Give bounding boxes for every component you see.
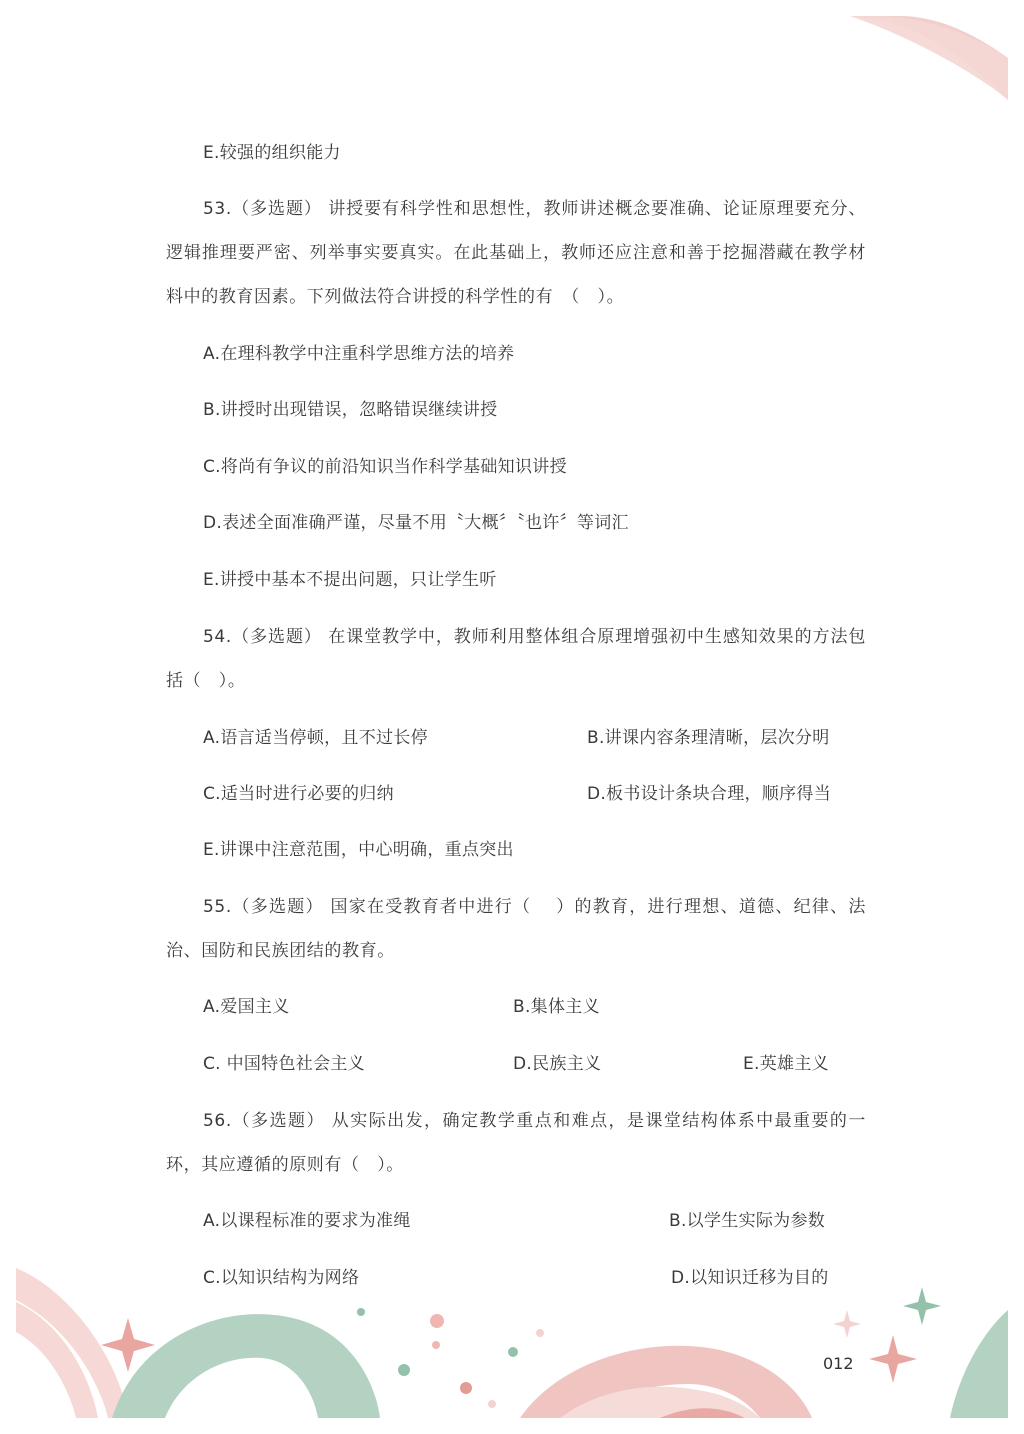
q55-option-c: C. 中国特色社会主义 bbox=[203, 1054, 365, 1074]
q54-option-c: C.适当时进行必要的归纳 bbox=[203, 784, 394, 804]
page-number: 012 bbox=[823, 1354, 854, 1373]
q55-option-e: E.英雄主义 bbox=[743, 1054, 829, 1074]
q53-option-a: A.在理科教学中注重科学思维方法的培养 bbox=[203, 344, 515, 364]
q52-option-e: E.较强的组织能力 bbox=[203, 143, 341, 163]
q55-option-b: B.集体主义 bbox=[513, 997, 600, 1017]
q53-stem: 53.（多选题） 讲授要有科学性和思想性，教师讲述概念要准确、论证原理要充分、逻辑推理要严密、列举事实要真实。在此基础上，教师还应注意和善于挖掘潜藏在教学材料中的教育因素。下列做法符合讲授的科学性的有 （ ）。 bbox=[166, 199, 866, 307]
top-right-arc-decoration bbox=[850, 16, 1008, 100]
q56-option-c: C.以知识结构为网络 bbox=[203, 1268, 360, 1288]
q56-stem: 56.（多选题） 从实际出发，确定教学重点和难点，是课堂结构体系中最重要的一环，其应遵循的原则有（ ）。 bbox=[166, 1111, 866, 1175]
bottom-right-shape-decoration bbox=[950, 1310, 1008, 1418]
q53-option-c: C.将尚有争议的前沿知识当作科学基础知识讲授 bbox=[203, 457, 567, 477]
q53-option-b: B.讲授时出现错误，忽略错误继续讲授 bbox=[203, 400, 498, 420]
q56-option-a: A.以课程标准的要求为准绳 bbox=[203, 1211, 411, 1231]
q53-option-d: D.表述全面准确严谨，尽量不用〝大概〞〝也许〞等词汇 bbox=[203, 513, 629, 533]
q55-option-d: D.民族主义 bbox=[513, 1054, 602, 1074]
q56-option-d: D.以知识迁移为目的 bbox=[671, 1268, 829, 1288]
green-arch-decoration bbox=[112, 1314, 380, 1418]
dot-decorations bbox=[357, 1308, 544, 1408]
q54-stem: 54.（多选题） 在课堂教学中，教师利用整体组合原理增强初中生感知效果的方法包括（ ）。 bbox=[166, 627, 866, 691]
q55-stem: 55.（多选题） 国家在受教育者中进行（ ）的教育，进行理想、道德、纪律、法治、国防和民族团结的教育。 bbox=[166, 897, 866, 961]
bottom-left-arc-decoration bbox=[16, 1268, 128, 1418]
q54-option-d: D.板书设计条块合理，顺序得当 bbox=[587, 784, 831, 804]
q55-option-a: A.爱国主义 bbox=[203, 997, 290, 1017]
pink-arch-decoration bbox=[520, 1346, 812, 1418]
q54-option-a: A.语言适当停顿，且不过长停 bbox=[203, 728, 428, 748]
sparkle-decorations bbox=[101, 1287, 941, 1383]
q54-option-b: B.讲课内容条理清晰，层次分明 bbox=[587, 728, 830, 748]
q54-option-e: E.讲课中注意范围，中心明确，重点突出 bbox=[203, 840, 514, 860]
q53-option-e: E.讲授中基本不提出问题，只让学生听 bbox=[203, 570, 497, 590]
q56-option-b: B.以学生实际为参数 bbox=[669, 1211, 826, 1231]
